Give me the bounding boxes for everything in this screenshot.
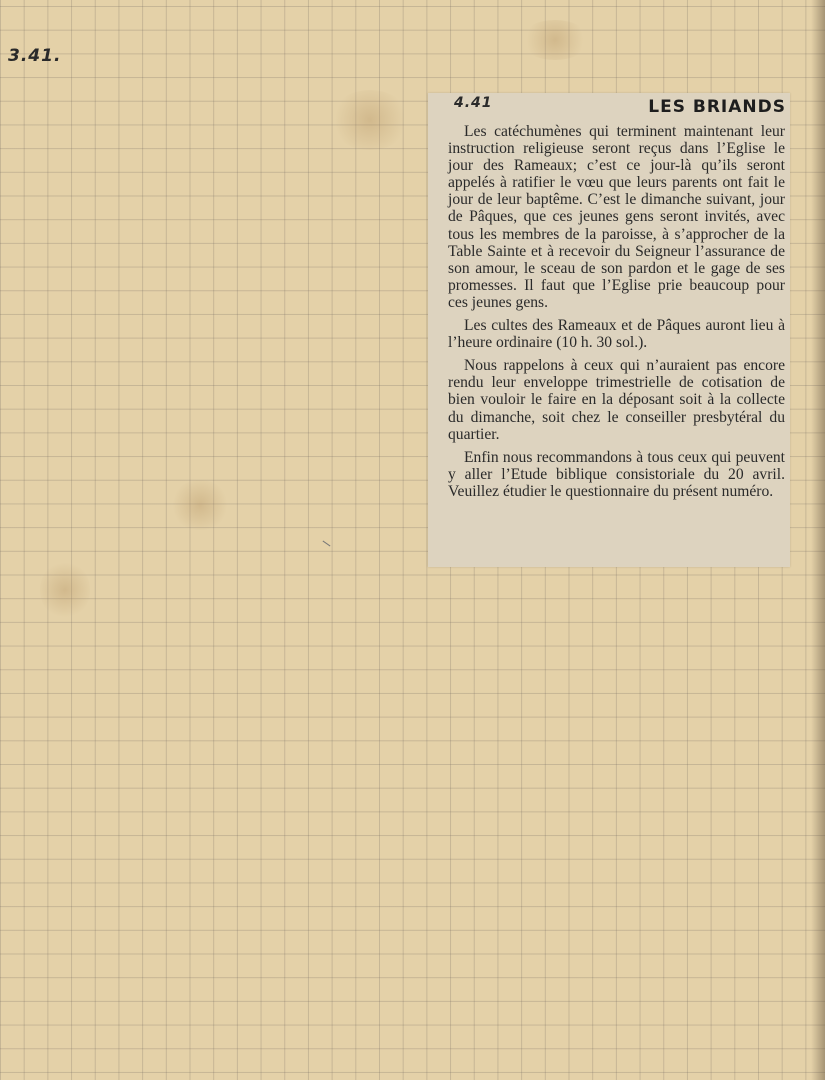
clipping-handwritten-date: 4.41 <box>454 95 493 111</box>
paper-stain <box>40 560 90 620</box>
clipping-paragraph: Nous rappelons à ceux qui n’auraient pas encore rendu leur enveloppe trimestrielle de cotisation de bien vouloir le faire en la déposant soit à la collecte du dimanche, soit chez le conseiller presbytéral du quartier. <box>448 357 785 443</box>
clipping-paragraph: Enfin nous recommandons à tous ceux qui peuvent y aller l’Etude biblique consistoriale du 20 avril. Veuillez étudier le questionnaire du présent numéro. <box>448 448 785 500</box>
paper-stain <box>330 90 410 150</box>
clipping-paragraph: Les cultes des Rameaux et de Pâques auront lieu à l’heure ordinaire (10 h. 30 sol.). <box>448 317 785 352</box>
handwritten-date: 3.41. <box>8 46 62 66</box>
clipping-title: LES BRIANDS <box>648 97 786 117</box>
pencil-mark <box>323 541 331 547</box>
clipping-body <box>448 123 785 506</box>
paper-stain <box>520 20 590 60</box>
clipping-paragraph: Les catéchumènes qui terminent maintenant leur instruction religieuse seront reçus dans l’Eglise le jour des Rameaux; c’est ce jour-là qu’ils seront appelés à ratifier le vœu que leurs parents ont fait le jour de leur baptême. C’est le dimanche suivant, jour de Pâques, que ces jeunes gens seront invités, avec tous les membres de la paroisse, à s’approcher de la Table Sainte et à recevoir du Seigneur l’assurance de son amour, le sceau de son pardon et le gage de ses promesses. Il faut que l’Eglise prie beaucoup pour ces jeunes gens. <box>448 123 785 311</box>
page-binding-shadow <box>811 0 825 1080</box>
paper-stain <box>170 480 230 530</box>
clipping-header <box>428 93 790 123</box>
newspaper-clipping <box>428 93 790 567</box>
